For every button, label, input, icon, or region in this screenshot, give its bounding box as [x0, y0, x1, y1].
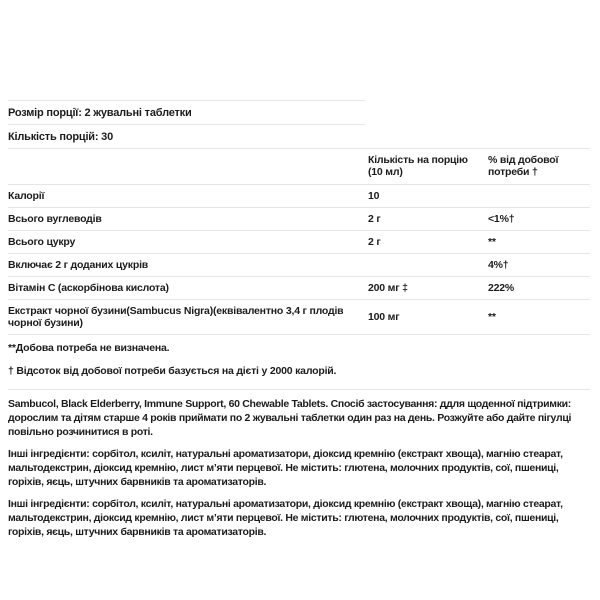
table-row: [8, 254, 590, 277]
nutrient-amount: 10: [368, 190, 380, 202]
footnotes-block: [8, 335, 590, 390]
nutrient-amount: 100 мг: [368, 311, 400, 323]
nutrient-amount: 200 мг ‡: [368, 282, 408, 294]
table-body: [8, 185, 590, 335]
footnote: **Добова потреба не визначена.: [8, 342, 170, 354]
servings-per-container: Кількість порцій: 30: [8, 131, 114, 143]
column-header-daily-value: % від добової потреби †: [488, 154, 559, 178]
table-row: [8, 231, 590, 254]
supplement-facts-table: [8, 148, 590, 335]
nutrient-daily-value: <1%†: [488, 213, 515, 225]
nutrient-name: Всього вуглеводів: [8, 213, 102, 225]
nutrient-name: Включає 2 г доданих цукрів: [8, 259, 149, 271]
table-row: [8, 300, 590, 335]
nutrient-amount: 2 г: [368, 213, 381, 225]
nutrient-daily-value: **: [488, 236, 496, 248]
nutrient-daily-value: 222%: [488, 282, 515, 294]
serving-info-block: [8, 100, 365, 148]
nutrient-daily-value: 4%†: [488, 259, 509, 271]
description-paragraph: Інші інгредієнти: сорбітол, ксиліт, натуральні ароматизатори, діоксид кремнію (екстракт хвоща), магнію стеарат, мальтодекстрин, діоксид кремнію, лист м’яти перцевої. Не містить: глютена, молочних продуктів, сої, пшениці, горіхів, яєць, штучних барвників та ароматизаторів.: [8, 498, 563, 538]
description-block: [8, 390, 590, 539]
table-row: [8, 208, 590, 231]
footnote: † Відсоток від добової потреби базується на дієті у 2000 калорій.: [8, 365, 337, 377]
table-header-row: [8, 149, 590, 185]
nutrient-name: Всього цукру: [8, 236, 76, 248]
nutrient-daily-value: **: [488, 311, 496, 323]
nutrient-name: Калорії: [8, 190, 45, 202]
description-paragraph: Sambucol, Black Elderberry, Immune Support, 60 Chewable Tablets. Спосіб застосування: ддля щоденної підтримки: дорослим та дітям старше 4 років приймати по 2 жувальні таблетки один раз на день. Розжуйте або дайте пігулці повільно розчинитися в роті.: [8, 398, 572, 438]
nutrient-name: Вітамін C (аскорбінова кислота): [8, 282, 169, 294]
table-row: [8, 185, 590, 208]
nutrient-name: Екстракт чорної бузини(Sambucus Nigra)(еквівалентно 3,4 г плодів чорної бузини): [8, 305, 344, 329]
column-header-amount-per-serving: Кількість на порцію (10 мл): [368, 154, 468, 178]
nutrient-amount: 2 г: [368, 236, 381, 248]
table-row: [8, 277, 590, 300]
description-paragraph: Інші інгредієнти: сорбітол, ксиліт, натуральні ароматизатори, діоксид кремнію (екстракт хвоща), магнію стеарат, мальтодекстрин, діоксид кремнію, лист м’яти перцевої. Не містить: глютена, молочних продуктів, сої, пшениці, горіхів, яєць, штучних барвників та ароматизаторів.: [8, 448, 563, 488]
serving-size: Розмір порції: 2 жувальні таблетки: [8, 101, 365, 125]
